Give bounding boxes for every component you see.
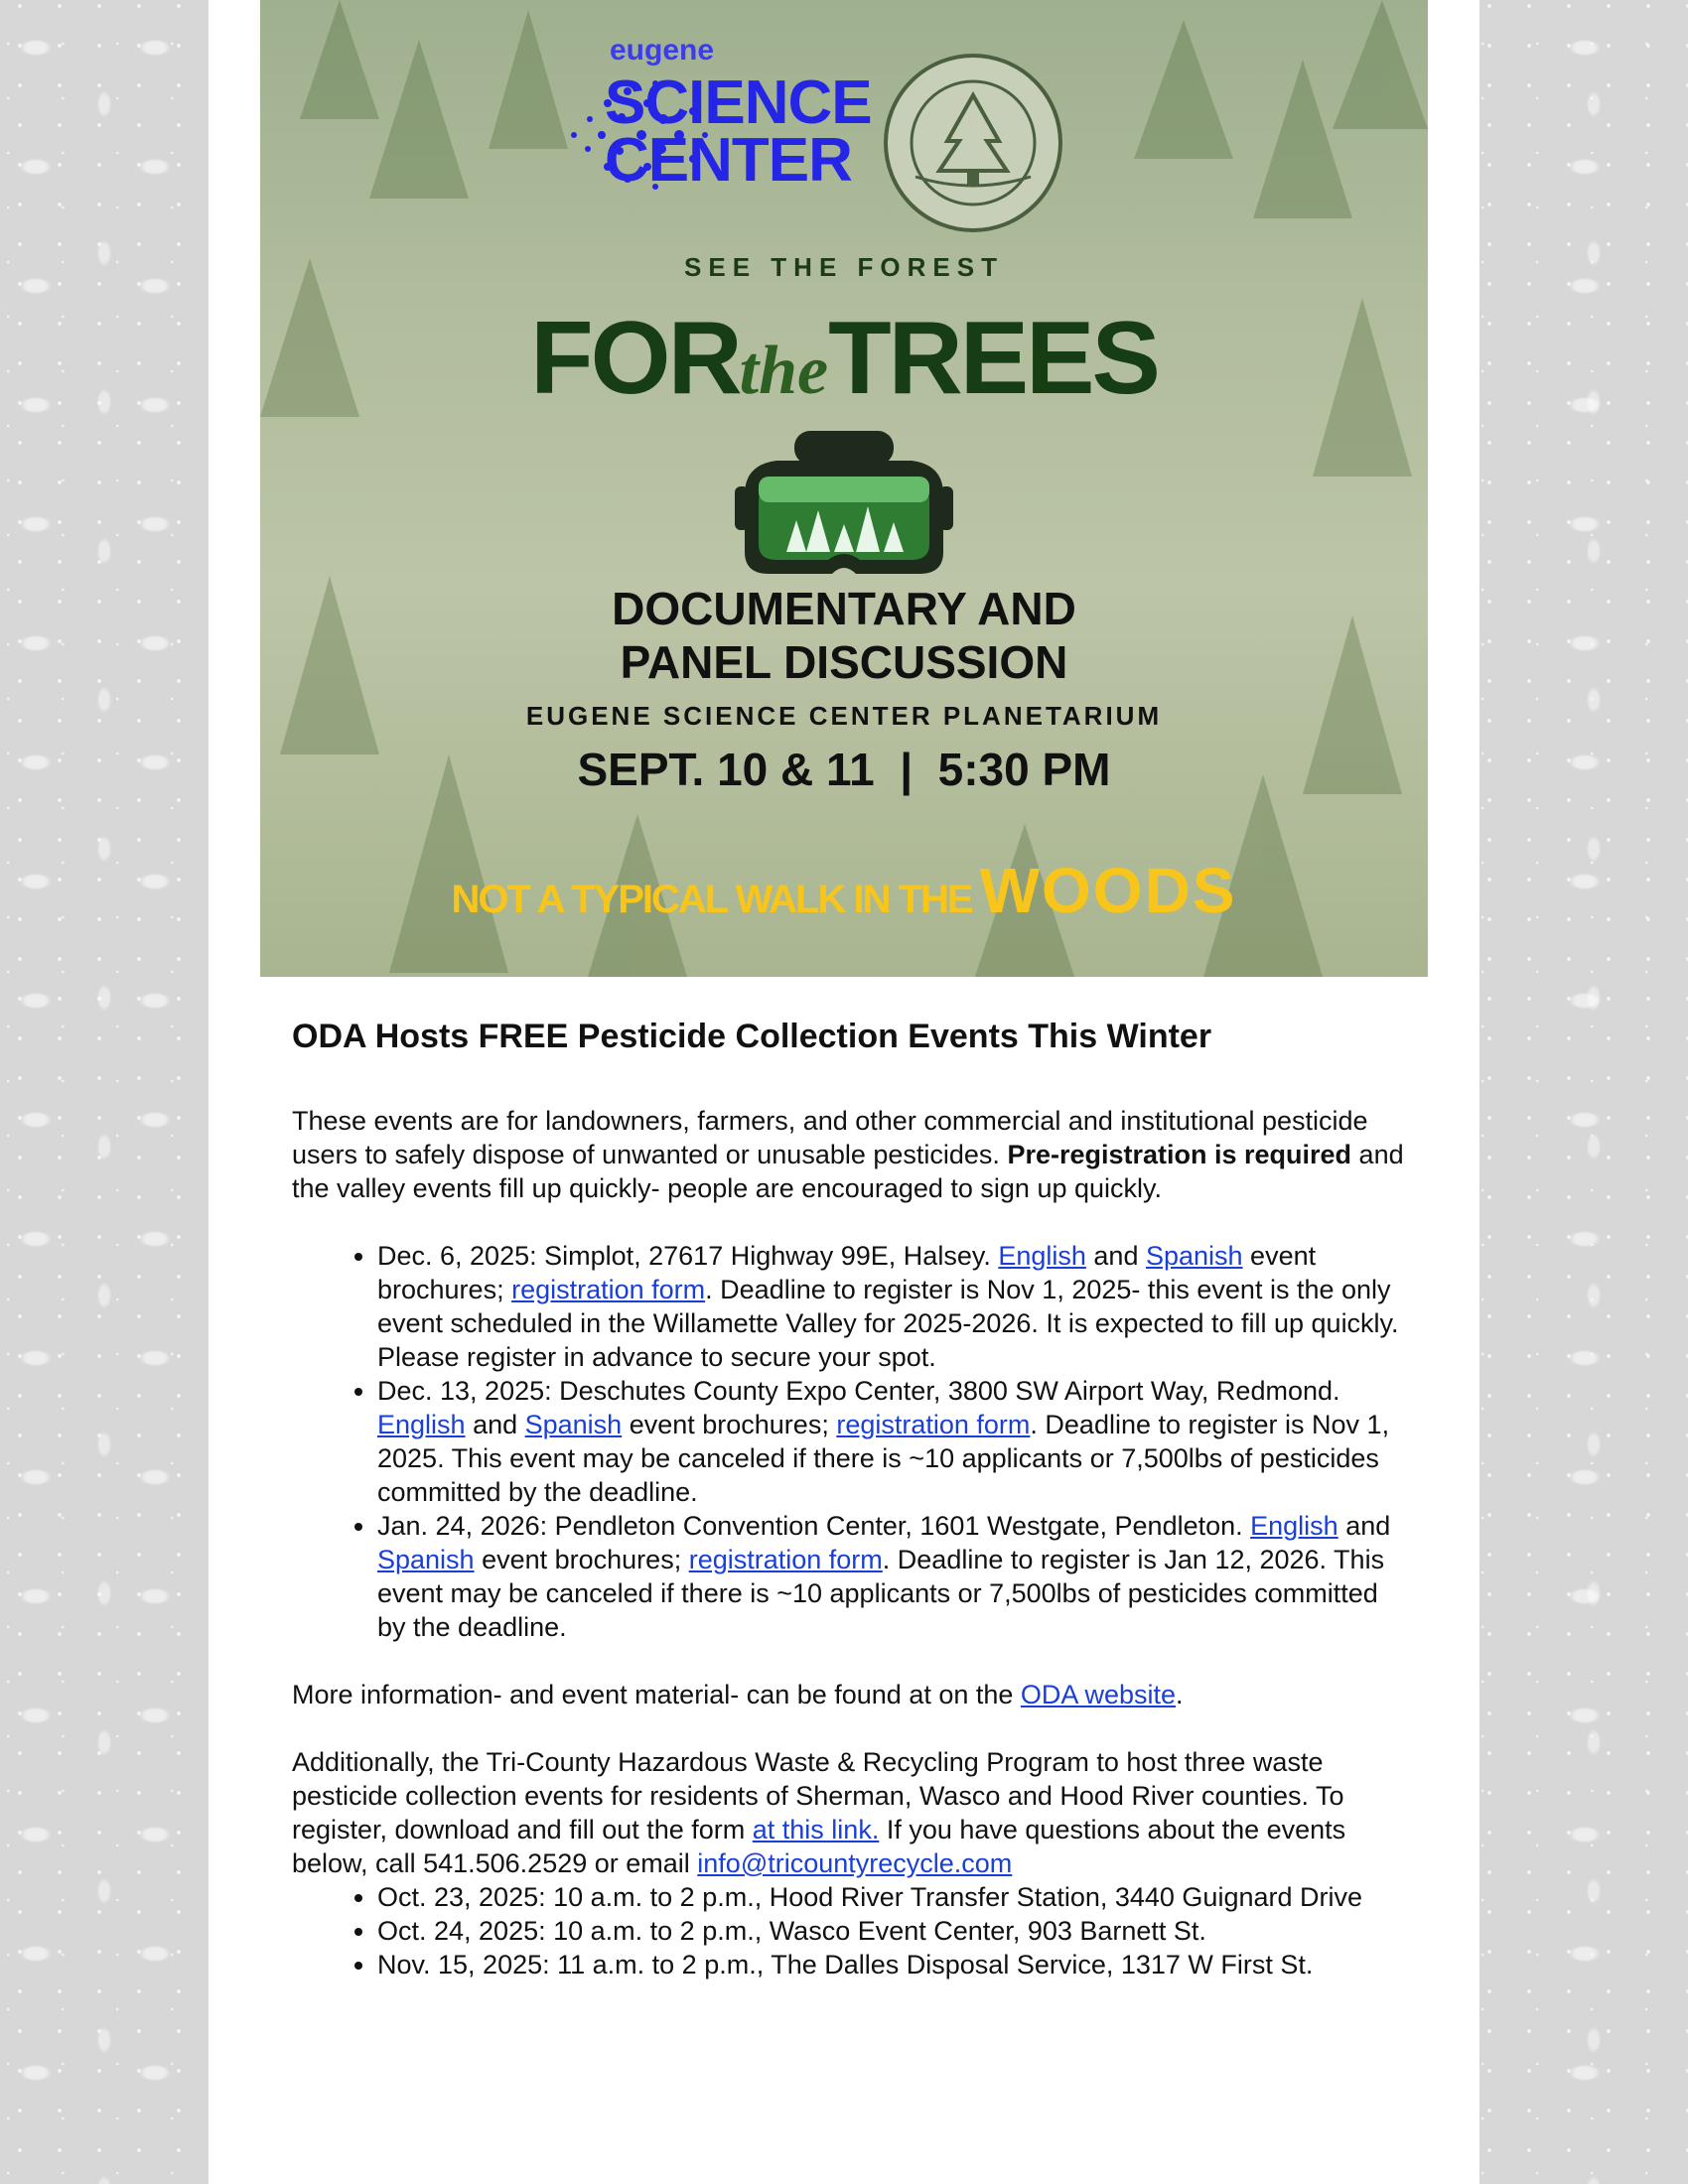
science-center-name bbox=[605, 68, 872, 195]
event-lead: Dec. 13, 2025: Deschutes County Expo Center, 3800 SW Airport Way, Redmond. bbox=[377, 1376, 1340, 1406]
banner-tagline bbox=[260, 854, 1428, 927]
tri-county-email-link[interactable]: info@tricountyrecycle.com bbox=[697, 1848, 1013, 1878]
banner-subtitle-line2: PANEL DISCUSSION bbox=[620, 636, 1068, 688]
registration-form-link[interactable]: registration form bbox=[836, 1410, 1031, 1439]
spanish-brochure-link[interactable]: Spanish bbox=[1145, 1241, 1243, 1271]
registration-form-link[interactable]: registration form bbox=[688, 1545, 883, 1574]
banner-subtitle-line1: DOCUMENTARY AND bbox=[612, 583, 1076, 634]
spanish-brochure-link[interactable]: Spanish bbox=[377, 1545, 475, 1574]
more-info-text: More information- and event material- can be found at on the bbox=[292, 1680, 1021, 1709]
banner-venue: EUGENE SCIENCE CENTER PLANETARIUM bbox=[525, 701, 1163, 731]
banner-subtitle bbox=[260, 582, 1428, 689]
registration-form-link[interactable]: registration form bbox=[511, 1275, 706, 1304]
event-tail: . Deadline to register is Nov 1, 2025- this event is the only event scheduled in the Willamette Valley for 2025-2026. It is expected to fill up quickly. Please register in advance to secure your spot. bbox=[377, 1275, 1399, 1372]
tri-county-paragraph bbox=[292, 1745, 1404, 1880]
banner-title-trees: TREES bbox=[828, 301, 1158, 416]
list-item: • Nov. 15, 2025: 11 a.m. to 2 p.m., The Dalles Disposal Service, 1317 W First St. bbox=[377, 1948, 1404, 1981]
event-tail: . Deadline to register is Nov 1, 2025. This event may be canceled if there is ~10 applicants or 7,500lbs of pesticides committed by the deadline. bbox=[377, 1410, 1390, 1507]
and-text: and bbox=[1337, 1511, 1391, 1541]
vr-headset-trees-icon bbox=[735, 431, 953, 574]
and-text: and bbox=[465, 1410, 525, 1439]
event-banner[interactable] bbox=[260, 0, 1428, 977]
tri-county-event-list bbox=[292, 1880, 1404, 1981]
intro-text-end: and the valley events fill up quickly- people are encouraged to sign up quickly. bbox=[292, 1140, 1404, 1203]
oda-event-list bbox=[292, 1239, 1404, 1644]
brochures-text: event brochures; bbox=[377, 1241, 1317, 1304]
science-center-eugene-text: eugene bbox=[610, 34, 715, 67]
banner-tagline-woods: WOODS bbox=[979, 855, 1237, 926]
banner-title-for: FOR bbox=[530, 301, 740, 416]
oda-website-link[interactable]: ODA website bbox=[1020, 1680, 1176, 1709]
and-text: and bbox=[1085, 1241, 1146, 1271]
science-center-name-text: SCIENCE CENTER bbox=[605, 68, 872, 195]
event-lead: Dec. 6, 2025: Simplot, 27617 Highway 99E, Halsey. bbox=[377, 1241, 999, 1271]
brochures-text: event brochures; bbox=[474, 1545, 689, 1574]
list-item bbox=[377, 1239, 1404, 1374]
brochures-text: event brochures; bbox=[622, 1410, 837, 1439]
banner-dates: SEPT. 10 & 11 | 5:30 PM bbox=[577, 744, 1111, 795]
list-item bbox=[377, 1509, 1404, 1644]
tri-county-form-link[interactable]: at this link. bbox=[752, 1815, 880, 1844]
more-info-paragraph bbox=[292, 1678, 1404, 1711]
intro-text-bold: Pre-registration is required bbox=[1007, 1140, 1352, 1169]
oregon-forests-forever-seal-icon bbox=[886, 56, 1060, 230]
banner-eyebrow: SEE THE FOREST bbox=[684, 252, 1004, 282]
english-brochure-link[interactable]: English bbox=[998, 1241, 1086, 1271]
english-brochure-link[interactable]: English bbox=[377, 1410, 466, 1439]
event-lead: Jan. 24, 2026: Pendleton Convention Center, 1601 Westgate, Pendleton. bbox=[377, 1511, 1251, 1541]
banner-title bbox=[260, 300, 1428, 418]
list-item: • Oct. 24, 2025: 10 a.m. to 2 p.m., Wasco Event Center, 903 Barnett St. bbox=[377, 1914, 1404, 1948]
more-info-end: . bbox=[1176, 1680, 1184, 1709]
article bbox=[292, 1015, 1404, 1981]
intro-text-start: These events are for landowners, farmers, and other commercial and institutional pesticide users to safely dispose of unwanted or unusable pesticides. bbox=[292, 1106, 1368, 1169]
tri-county-contact-text: If you have questions about the events below, call 541.506.2529 or email bbox=[292, 1815, 1346, 1878]
event-tail: . Deadline to register is Jan 12, 2026. This event may be canceled if there is ~10 applicants or 7,500lbs of pesticides committed by the deadline. bbox=[377, 1545, 1385, 1642]
tri-county-text: Additionally, the Tri-County Hazardous Waste & Recycling Program to host three waste pesticide collection events for residents of Sherman, Wasco and Hood River counties. To register, download and fill out the form bbox=[292, 1747, 1344, 1844]
banner-tagline-text: NOT A TYPICAL WALK IN THE bbox=[451, 878, 972, 921]
list-item bbox=[377, 1374, 1404, 1509]
list-item: • Oct. 23, 2025: 10 a.m. to 2 p.m., Hood River Transfer Station, 3440 Guignard Drive bbox=[377, 1880, 1404, 1914]
english-brochure-link[interactable]: English bbox=[1250, 1511, 1338, 1541]
spanish-brochure-link[interactable]: Spanish bbox=[524, 1410, 623, 1439]
banner-title-the: the bbox=[739, 333, 829, 409]
article-intro bbox=[292, 1104, 1404, 1205]
article-title: ODA Hosts FREE Pesticide Collection Events This Winter bbox=[292, 1018, 1212, 1055]
